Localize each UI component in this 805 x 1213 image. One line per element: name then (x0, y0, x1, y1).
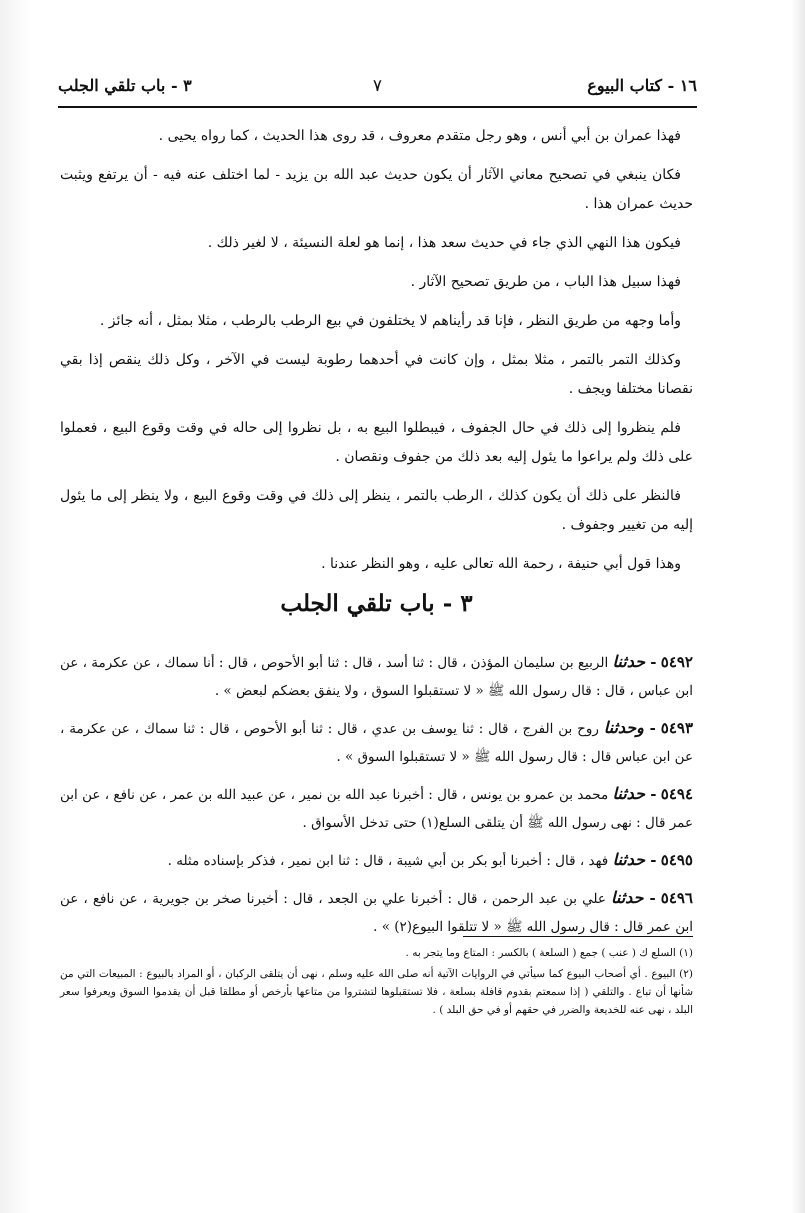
hadith-number: ٥٤٩٤ (660, 785, 694, 803)
paragraph: وكذلك التمر بالتمر ، مثلا بمثل ، وإن كانت في أحدهما رطوبة ليست في الآخر ، وكل ذلك ينقص إذا بقي نقصانا مختلفا ويجف . (60, 352, 693, 397)
footnotes (60, 944, 693, 1022)
section-title: ٣ - باب تلقي الجلب (280, 590, 473, 617)
scan-shadow (0, 0, 30, 1213)
hadith-number: ٥٤٩٦ (660, 889, 693, 907)
hadith-text: روح بن الفرج ، قال : ثنا يوسف بن عدي ، قال : ثنا أبو الأحوص ، قال : ثنا سماك ، عن عكرمة ، عن ابن عباس قال : قال رسول الله ﷺ « لا تستقبلوا السوق » . (60, 721, 693, 765)
hadith-lead: حدثنا (611, 888, 644, 907)
footnote: (٢) البيوع . أي أصحاب البيوع كما سيأتي في الروايات الآتية أنه صلى الله عليه وسلم ، نهى أن يتلقى الركبان ، أو المراد بالبيوع : المبيعات التي من شأنها أن تباع . والتلقي ( إذا سمعتم بقدوم قافلة بسلعة ، فلا تستقبلوها لتشتروا من متاعها بأرخص أو مطلقا قبل أن يقدموا السوق ويعرفوا سعر البلد ، نهى عنه للخديعة والضرر في حقهم أو في حق البلد ) . (60, 968, 693, 1016)
footnote-rule (463, 936, 693, 937)
paragraph: فهذا سبيل هذا الباب ، من طريق تصحيح الآثار . (410, 274, 681, 290)
header-rule (58, 106, 697, 108)
hadith-entry: ٥٤٩٦ - حدثنا علي بن عبد الرحمن ، قال : أخبرنا علي بن الجعد ، قال : أخبرنا صخر بن جويرية ، عن نافع ، عن ابن عمر قال : قال رسول الله ﷺ « لا تتلقوا البيوع(٢) » . (60, 888, 693, 935)
hadith-lead: وحدثنا (603, 718, 644, 737)
body-text (60, 122, 693, 589)
page-number: ٧ (372, 76, 383, 96)
hadith-number: ٥٤٩٥ (660, 851, 693, 869)
hadith-text: علي بن عبد الرحمن ، قال : أخبرنا علي بن الجعد ، قال : أخبرنا صخر بن جويرية ، عن نافع ، عن ابن عمر قال : قال رسول الله ﷺ « لا تتلقوا البيوع(٢) » . (60, 891, 693, 935)
hadith-list (60, 648, 693, 950)
hadith-number: ٥٤٩٣ (660, 719, 694, 737)
hadith-text: محمد بن عمرو بن يونس ، قال : أخبرنا عبد الله بن نمير ، عن عبيد الله بن عمر ، عن نافع ، عن ابن عمر قال : نهى رسول الله ﷺ أن يتلقى السلع(١) حتى تدخل الأسواق . (60, 787, 693, 831)
paragraph: فيكون هذا النهي الذي جاء في حديث سعد هذا ، إنما هو لعلة النسيئة ، لا لغير ذلك . (207, 235, 681, 251)
hadith-entry: ٥٤٩٣ - وحدثنا روح بن الفرج ، قال : ثنا يوسف بن عدي ، قال : ثنا أبو الأحوص ، قال : ثنا سماك ، عن عكرمة ، عن ابن عباس قال : قال رسول الله ﷺ « لا تستقبلوا السوق » . (60, 718, 694, 765)
page-edge (791, 0, 805, 1213)
hadith-number: ٥٤٩٢ (660, 653, 693, 671)
hadith-text: فهد ، قال : أخبرنا أبو بكر بن أبي شيبة ، قال : ثنا ابن نمير ، فذكر بإسناده مثله . (167, 853, 609, 869)
hadith-lead: حدثنا (612, 850, 646, 869)
hadith-entry: ٥٤٩٢ - حدثنا الربيع بن سليمان المؤذن ، قال : ثنا أسد ، قال : ثنا أبو الأحوص ، قال : أنا سماك ، عن عكرمة ، عن ابن عباس ، قال : قال رسول الله ﷺ « لا تستقبلوا السوق ، ولا ينفق بعضكم لبعض » . (60, 652, 693, 699)
header-book-title: ١٦ - كتاب البيوع (587, 76, 697, 95)
hadith-lead: حدثنا (612, 784, 645, 803)
footnote: (١) السلع ك ( عنب ) جمع ( السلعة ) بالكسر : المتاع وما يتجر به . (405, 947, 693, 959)
paragraph: وأما وجهه من طريق النظر ، فإنا قد رأيناهم لا يختلفون في بيع الرطب بالرطب ، مثلا بمثل ، أنه جائز . (99, 313, 681, 329)
paragraph: وهذا قول أبي حنيفة ، رحمة الله تعالى عليه ، وهو النظر عندنا . (321, 556, 681, 572)
hadith-entry: ٥٤٩٤ - حدثنا محمد بن عمرو بن يونس ، قال : أخبرنا عبد الله بن نمير ، عن عبيد الله بن عمر ، عن نافع ، عن ابن عمر قال : نهى رسول الله ﷺ أن يتلقى السلع(١) حتى تدخل الأسواق . (60, 784, 694, 831)
hadith-text: الربيع بن سليمان المؤذن ، قال : ثنا أسد ، قال : ثنا أبو الأحوص ، قال : أنا سماك ، عن عكرمة ، عن ابن عباس ، قال : قال رسول الله ﷺ « لا تستقبلوا السوق ، ولا ينفق بعضكم لبعض » . (60, 655, 693, 699)
header-chapter-title: ٣ - باب تلقي الجلب (58, 76, 192, 95)
paragraph: فكان ينبغي في تصحيح معاني الآثار أن يكون حديث عبد الله بن يزيد - لما اختلف عنه فيه - أن يرتفع ويثبت حديث عمران هذا . (60, 167, 693, 212)
paragraph: فالنظر على ذلك أن يكون كذلك ، الرطب بالتمر ، ينظر إلى ذلك في وقت وقوع البيع ، ولا ينظر إلى ما يئول إليه من تغيير وجفوف . (60, 488, 693, 533)
hadith-lead: حدثنا (612, 652, 645, 671)
running-header (58, 74, 697, 110)
hadith-entry: ٥٤٩٥ - حدثنا فهد ، قال : أخبرنا أبو بكر بن أبي شيبة ، قال : ثنا ابن نمير ، فذكر بإسناده مثله . (167, 850, 693, 869)
paragraph: فلم ينظروا إلى ذلك في حال الجفوف ، فيبطلوا البيع به ، بل نظروا إلى حاله في وقت وقوع البيع ، فعملوا على ذلك ولم يراعوا ما يئول إليه بعد ذلك من جفوف ونقصان . (60, 420, 693, 465)
paragraph: فهذا عمران بن أبي أنس ، وهو رجل متقدم معروف ، قد روى هذا الحديث ، كما رواه يحيى . (158, 128, 681, 144)
